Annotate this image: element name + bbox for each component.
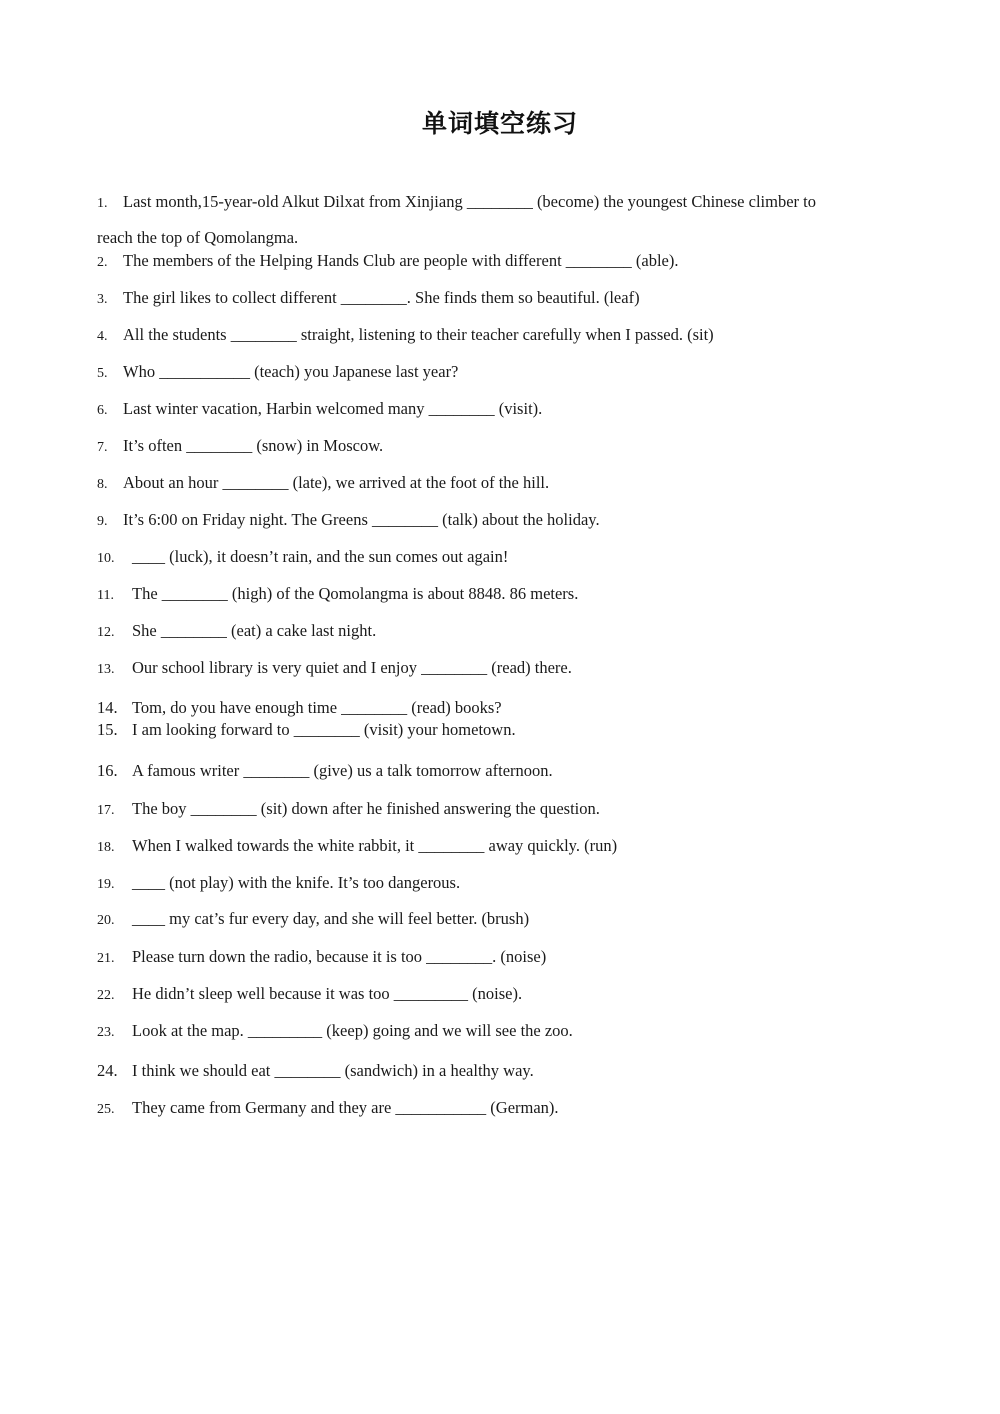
question-10 — [97, 547, 897, 569]
question-22 — [97, 984, 897, 1006]
question-12 — [97, 621, 897, 643]
question-17 — [97, 799, 897, 821]
question-number: 3. — [97, 292, 108, 307]
question-18 — [97, 836, 897, 858]
question-number: 14. — [97, 698, 118, 717]
question-text: She ________ (eat) a cake last night. — [132, 621, 377, 640]
question-text: The girl likes to collect different ________. She finds them so beautiful. (leaf) — [123, 288, 640, 307]
question-text: Last month,15-year-old Alkut Dilxat from Xinjiang ________ (become) the youngest Chinese climber to — [123, 192, 816, 211]
question-number: 23. — [97, 1025, 115, 1040]
question-16 — [97, 761, 897, 781]
question-number: 1. — [97, 196, 108, 211]
question-13 — [97, 658, 897, 680]
question-text: Tom, do you have enough time ________ (read) books? — [132, 698, 502, 717]
question-text: It’s often ________ (snow) in Moscow. — [123, 436, 384, 455]
question-text: When I walked towards the white rabbit, it ________ away quickly. (run) — [132, 836, 618, 855]
question-4 — [97, 325, 897, 347]
question-number: 6. — [97, 403, 108, 418]
question-19 — [97, 873, 897, 895]
question-number: 7. — [97, 440, 108, 455]
question-text: ____ (luck), it doesn’t rain, and the sun comes out again! — [132, 547, 509, 566]
question-3 — [97, 288, 897, 310]
question-text: Please turn down the radio, because it is too ________. (noise) — [132, 947, 547, 966]
question-23 — [97, 1021, 897, 1043]
question-number: 24. — [97, 1061, 118, 1080]
question-text: Last winter vacation, Harbin welcomed many ________ (visit). — [123, 399, 543, 418]
question-number: 25. — [97, 1102, 115, 1117]
question-2 — [97, 251, 897, 273]
question-number: 18. — [97, 840, 115, 855]
question-number: 15. — [97, 720, 118, 739]
question-text: I think we should eat ________ (sandwich) in a healthy way. — [132, 1061, 534, 1080]
question-5 — [97, 362, 897, 384]
question-number: 19. — [97, 877, 115, 892]
question-number: 2. — [97, 255, 108, 270]
question-24 — [97, 1061, 897, 1081]
question-number: 11. — [97, 588, 114, 603]
question-number: 12. — [97, 625, 115, 640]
question-text: I am looking forward to ________ (visit) your hometown. — [132, 720, 516, 739]
question-text: The ________ (high) of the Qomolangma is about 8848. 86 meters. — [132, 584, 579, 603]
question-number: 8. — [97, 477, 108, 492]
question-number: 9. — [97, 514, 108, 529]
question-14 — [97, 698, 897, 718]
question-number: 22. — [97, 988, 115, 1003]
question-9 — [97, 510, 897, 532]
question-8 — [97, 473, 897, 495]
question-text: Our school library is very quiet and I enjoy ________ (read) there. — [132, 658, 572, 677]
question-text: He didn’t sleep well because it was too _________ (noise). — [132, 984, 523, 1003]
question-text: Who ___________ (teach) you Japanese last year? — [123, 362, 459, 381]
question-number: 4. — [97, 329, 108, 344]
question-15 — [97, 720, 897, 740]
question-text: About an hour ________ (late), we arrived at the foot of the hill. — [123, 473, 550, 492]
question-text-continued: reach the top of Qomolangma. — [97, 228, 299, 247]
question-number: 13. — [97, 662, 115, 677]
question-number: 5. — [97, 366, 108, 381]
question-text: All the students ________ straight, listening to their teacher carefully when I passed. (sit) — [123, 325, 714, 344]
question-number: 20. — [97, 913, 115, 928]
question-text: ____ my cat’s fur every day, and she will feel better. (brush) — [132, 909, 530, 928]
question-25 — [97, 1098, 897, 1120]
question-20 — [97, 909, 897, 931]
question-number: 10. — [97, 551, 115, 566]
question-1 — [97, 192, 897, 247]
question-7 — [97, 436, 897, 458]
question-number: 17. — [97, 803, 115, 818]
question-11 — [97, 584, 897, 606]
question-text: They came from Germany and they are ___________ (German). — [132, 1098, 559, 1117]
question-text: A famous writer ________ (give) us a talk tomorrow afternoon. — [132, 761, 553, 780]
question-number: 16. — [97, 761, 118, 780]
question-21 — [97, 947, 897, 969]
question-6 — [97, 399, 897, 421]
question-text: It’s 6:00 on Friday night. The Greens ________ (talk) about the holiday. — [123, 510, 600, 529]
question-text: The boy ________ (sit) down after he finished answering the question. — [132, 799, 600, 818]
question-text: ____ (not play) with the knife. It’s too dangerous. — [132, 873, 461, 892]
question-text: The members of the Helping Hands Club are people with different ________ (able). — [123, 251, 679, 270]
question-text: Look at the map. _________ (keep) going and we will see the zoo. — [132, 1021, 573, 1040]
question-number: 21. — [97, 951, 115, 966]
page-title: 单词填空练习 — [421, 109, 578, 138]
